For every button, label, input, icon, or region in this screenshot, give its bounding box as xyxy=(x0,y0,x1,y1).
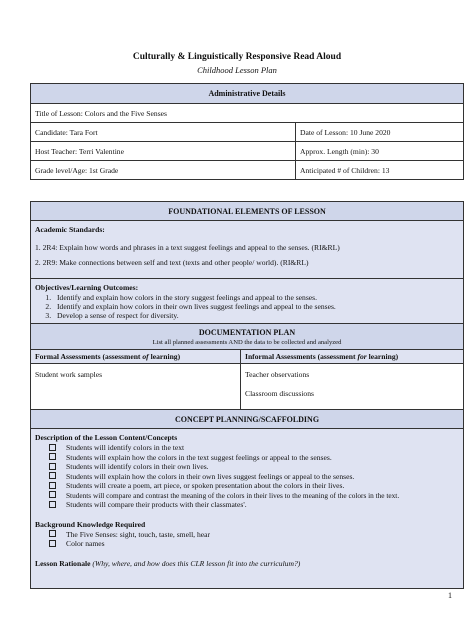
documentation-note: List all planned assessments AND the data to be collected and analyzed xyxy=(152,338,342,346)
standard-item: 2. 2R9: Make connections between self and text (texts and other people/ world). (RI&RL) xyxy=(35,258,309,267)
objective-item: 3. Develop a sense of respect for diversity. xyxy=(53,311,459,320)
informal-assessment-header: Informal Assessments (assessment for learning) xyxy=(241,350,464,364)
foundational-elements-table xyxy=(30,201,464,589)
documentation-header: DOCUMENTATION PLAN xyxy=(198,327,296,337)
content-item: Students will identify colors in their own lives. xyxy=(49,462,459,472)
children-cell: Anticipated # of Children: 13 xyxy=(296,161,464,180)
candidate-cell: Candidate: Tara Fort xyxy=(31,123,296,142)
content-item: Students will compare and contrast the meaning of the colors in their lives to the meaning of the colors in the text. xyxy=(49,491,459,501)
informal-assessment-item: Teacher observations xyxy=(245,370,310,379)
checkbox-icon xyxy=(49,444,56,451)
objective-item: 2. Identify and explain how colors in their own lives suggest feelings and appeal to the senses. xyxy=(53,302,459,311)
standard-item: 1. 2R4: Explain how words and phrases in a text suggest feelings and appeal to the senses. (RI&RL) xyxy=(35,243,340,252)
documentation-header-cell xyxy=(31,324,464,350)
checkbox-icon xyxy=(49,530,56,537)
formal-assessment-item: Student work samples xyxy=(35,370,103,379)
checkbox-icon xyxy=(49,540,56,547)
date-cell: Date of Lesson: 10 June 2020 xyxy=(296,123,464,142)
administrative-details-table xyxy=(30,83,464,180)
background-label: Background Knowledge Required xyxy=(35,519,146,529)
content-list xyxy=(49,443,459,510)
content-item: Students will create a poem, art piece, or spoken presentation about the colors in their lives. xyxy=(49,481,459,491)
content-item: Students will explain how the colors in the text suggest feelings or appeal to the senses. xyxy=(49,453,459,463)
formal-assessment-header: Formal Assessments (assessment of learning) xyxy=(31,350,241,364)
content-item: Students will explain how the colors in their own lives suggest feelings or appeal to the senses. xyxy=(49,472,459,482)
objectives-label: Objectives/Learning Outcomes: xyxy=(35,283,139,292)
formal-assessment-cell xyxy=(31,364,241,410)
foundation-header: FOUNDATIONAL ELEMENTS OF LESSON xyxy=(31,202,464,221)
content-item: Students will identify colors in the text xyxy=(49,443,459,453)
document-subtitle: Childhood Lesson Plan xyxy=(197,65,277,75)
objectives-cell xyxy=(31,279,464,324)
document-title: Culturally & Linguistically Responsive Read Aloud xyxy=(132,52,342,62)
length-cell: Approx. Length (min): 30 xyxy=(296,142,464,161)
concept-cell xyxy=(31,429,464,589)
grade-cell: Grade level/Age: 1st Grade xyxy=(31,161,296,180)
host-teacher-cell: Host Teacher: Terri Valentine xyxy=(31,142,296,161)
description-label: Description of the Lesson Content/Concepts xyxy=(35,433,178,442)
lesson-title-cell: Title of Lesson: Colors and the Five Senses xyxy=(31,104,464,123)
rationale-line: Lesson Rationale (Why, where, and how does this CLR lesson fit into the curriculum?) xyxy=(35,558,301,568)
informal-assessment-item: Classroom discussions xyxy=(245,389,314,398)
page-number: 1 xyxy=(448,591,452,600)
informal-assessment-cell xyxy=(241,364,464,410)
checkbox-icon xyxy=(49,501,56,508)
checkbox-icon xyxy=(49,472,56,479)
standards-cell xyxy=(31,221,464,279)
standards-label: Academic Standards: xyxy=(35,225,105,234)
objectives-list xyxy=(53,293,459,320)
objective-item: 1. Identify and explain how colors in the story suggest feelings and appeal to the senses. xyxy=(53,293,459,302)
background-item: Color names xyxy=(49,539,459,549)
checkbox-icon xyxy=(49,453,56,460)
checkbox-icon xyxy=(49,463,56,470)
background-item: The Five Senses: sight, touch, taste, smell, hear xyxy=(49,530,459,540)
admin-header: Administrative Details xyxy=(31,84,464,104)
checkbox-icon xyxy=(49,491,56,498)
background-list xyxy=(49,530,459,549)
content-item: Students will compare their products with their classmates'. xyxy=(49,500,459,510)
checkbox-icon xyxy=(49,482,56,489)
concept-header: CONCEPT PLANNING/SCAFFOLDING xyxy=(31,410,464,429)
